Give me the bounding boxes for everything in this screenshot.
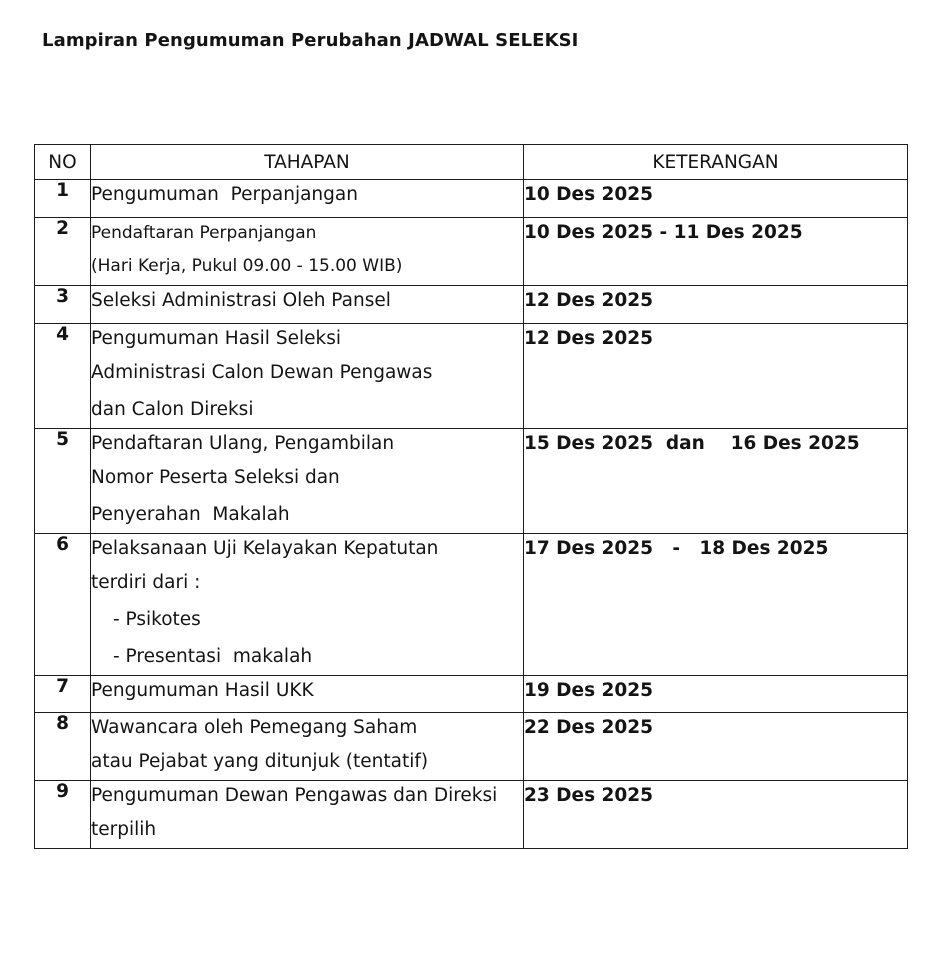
keterangan-text: 15 Des 2025 dan 16 Des 2025	[524, 433, 860, 454]
keterangan-text: 19 Des 2025	[524, 680, 654, 701]
row-keterangan	[524, 324, 908, 429]
table-row	[35, 713, 908, 781]
row-tahapan	[91, 218, 524, 286]
keterangan-text: 23 Des 2025	[524, 785, 654, 806]
keterangan-text: 12 Des 2025	[524, 290, 654, 311]
keterangan-text: 10 Des 2025	[524, 184, 654, 205]
tahapan-line: Pengumuman Hasil UKK	[91, 680, 314, 701]
table-row	[35, 180, 908, 218]
row-tahapan	[91, 286, 524, 324]
row-keterangan	[524, 713, 908, 781]
row-number: 2	[35, 218, 91, 286]
row-tahapan	[91, 324, 524, 429]
row-keterangan	[524, 781, 908, 849]
row-tahapan	[91, 534, 524, 676]
table-row	[35, 218, 908, 286]
tahapan-line: Wawancara oleh Pemegang Saham	[91, 717, 418, 738]
tahapan-line: Pendaftaran Ulang, Pengambilan	[91, 433, 395, 454]
tahapan-line: Penyerahan Makalah	[91, 504, 290, 525]
table-row	[35, 534, 908, 676]
row-keterangan	[524, 286, 908, 324]
header-tahapan: TAHAPAN	[91, 145, 524, 180]
tahapan-line: (Hari Kerja, Pukul 09.00 - 15.00 WIB)	[91, 256, 403, 276]
row-number: 8	[35, 713, 91, 781]
row-tahapan	[91, 676, 524, 713]
tahapan-line: atau Pejabat yang ditunjuk (tentatif)	[91, 751, 429, 772]
row-keterangan	[524, 534, 908, 676]
table-header-row	[35, 145, 908, 180]
table-row	[35, 429, 908, 534]
tahapan-line: terpilih	[91, 819, 157, 840]
tahapan-line: Pengumuman Hasil Seleksi	[91, 328, 341, 349]
row-number: 1	[35, 180, 91, 218]
keterangan-text: 17 Des 2025 - 18 Des 2025	[524, 538, 829, 559]
table-row	[35, 781, 908, 849]
keterangan-text: 22 Des 2025	[524, 717, 654, 738]
header-no: NO	[35, 145, 91, 180]
row-keterangan	[524, 676, 908, 713]
row-number: 3	[35, 286, 91, 324]
row-number: 6	[35, 534, 91, 676]
table-row	[35, 324, 908, 429]
row-keterangan	[524, 180, 908, 218]
row-tahapan	[91, 713, 524, 781]
table-row	[35, 286, 908, 324]
tahapan-line: terdiri dari :	[91, 572, 201, 593]
row-tahapan	[91, 429, 524, 534]
row-keterangan	[524, 218, 908, 286]
row-keterangan	[524, 429, 908, 534]
header-keterangan: KETERANGAN	[524, 145, 908, 180]
keterangan-text: 12 Des 2025	[524, 328, 654, 349]
row-number: 5	[35, 429, 91, 534]
tahapan-line: Administrasi Calon Dewan Pengawas	[91, 362, 433, 383]
schedule-table	[34, 144, 908, 849]
document-title: Lampiran Pengumuman Perubahan JADWAL SELEKSI	[42, 30, 579, 51]
tahapan-line: Pendaftaran Perpanjangan	[91, 223, 317, 243]
row-tahapan	[91, 781, 524, 849]
row-number: 7	[35, 676, 91, 713]
keterangan-text: 10 Des 2025 - 11 Des 2025	[524, 222, 803, 243]
tahapan-line: Seleksi Administrasi Oleh Pansel	[91, 290, 391, 311]
row-number: 9	[35, 781, 91, 849]
table-row	[35, 676, 908, 713]
tahapan-line: Pelaksanaan Uji Kelayakan Kepatutan	[91, 538, 439, 559]
tahapan-bullet: - Psikotes	[113, 609, 201, 630]
tahapan-bullet: - Presentasi makalah	[113, 646, 313, 667]
tahapan-line: dan Calon Direksi	[91, 399, 254, 420]
row-tahapan	[91, 180, 524, 218]
tahapan-line: Nomor Peserta Seleksi dan	[91, 467, 340, 488]
tahapan-line: Pengumuman Perpanjangan	[91, 184, 358, 205]
row-number: 4	[35, 324, 91, 429]
tahapan-line: Pengumuman Dewan Pengawas dan Direksi	[91, 785, 498, 806]
